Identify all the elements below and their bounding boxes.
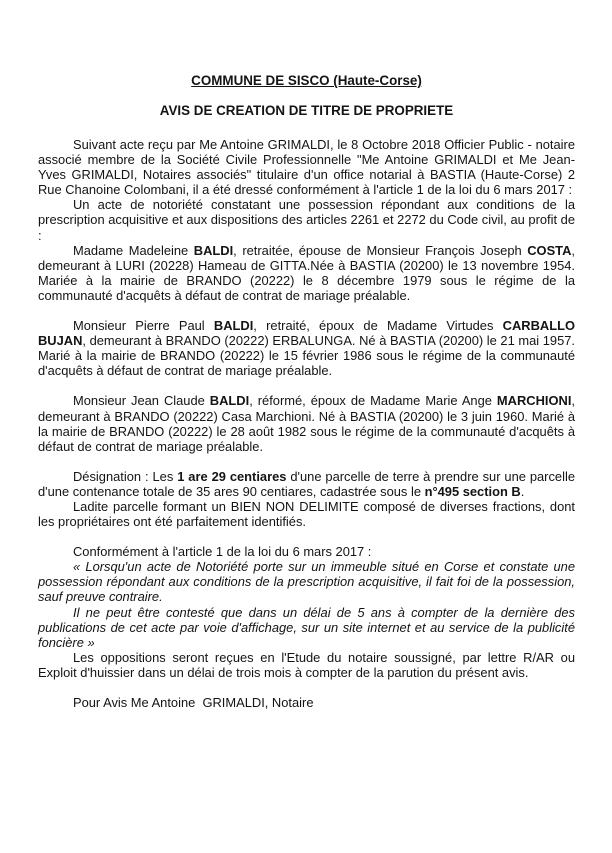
text-segment: BALDI [193, 242, 234, 258]
text-segment: BALDI [213, 318, 254, 334]
text-segment: « Lorsqu'un acte de Notoriété porte sur un immeuble situé en Corse et constate une possession répondant aux conditions de la prescription acquisitive, il fait foi de la possession, sauf preuve contraire. [38, 559, 575, 605]
para-acte-recu [38, 137, 575, 197]
para-signature [38, 695, 575, 710]
text-segment: Désignation : Les [73, 468, 178, 484]
text-segment: n°495 section B [424, 483, 521, 499]
document-title: COMMUNE DE SISCO (Haute-Corse) [191, 73, 422, 88]
para-designation [38, 469, 575, 499]
text-segment: , retraité, époux de Madame Virtudes [253, 318, 503, 334]
text-segment: . [520, 483, 525, 499]
text-segment: , demeurant à LURI (20228) Hameau de GITTA.Née à BASTIA (20200) le 13 novembre 1954. Mariée à la mairie de BRANDO (20222) le 8 décembre 1979 sous le régime de la communauté d'acquêts à défaut de contrat de mariage préalable. [38, 242, 576, 303]
text-segment: Un acte de notoriété constatant une possession répondant aux conditions de la prescription acquisitive et aux dispositions des articles 2261 et 2272 du Code civil, au profit de : [38, 197, 575, 243]
text-segment: COSTA [527, 242, 572, 258]
para-oppositions [38, 650, 575, 680]
text-segment: Les oppositions seront reçues en l'Etude du notaire soussigné, par lettre R/AR ou Exploit d'huissier dans un délai de trois mois à compter de la parution du présent avis. [38, 649, 575, 680]
text-segment: 1 are 29 centiares [177, 468, 287, 484]
para-citation-loi-2 [38, 605, 575, 650]
document-body [38, 137, 575, 710]
text-segment: Monsieur Jean Claude [73, 393, 210, 409]
para-bien-non-delimite [38, 499, 575, 529]
text-segment: Il ne peut être contesté que dans un délai de 5 ans à compter de la dernière des publications de cet acte par voie d'affichage, sur un site internet et au service de la publicité foncière » [38, 604, 575, 650]
text-segment: Monsieur Pierre Paul [73, 318, 214, 334]
para-beneficiaire-madeleine-baldi [38, 243, 575, 303]
para-citation-loi-1 [38, 559, 575, 604]
text-segment: , retraitée, épouse de Monsieur François Joseph [233, 242, 528, 258]
text-segment: , réformé, époux de Madame Marie Ange [249, 393, 497, 409]
document-subtitle: AVIS DE CREATION DE TITRE DE PROPRIETE [159, 103, 454, 118]
text-segment: CARBALLO BUJAN [38, 318, 575, 349]
para-conformement [38, 544, 575, 559]
text-segment: d'une parcelle de terre à prendre sur une parcelle d'une contenance totale de 35 ares 90 centiares, cadastrée sous le [38, 468, 575, 499]
para-beneficiaire-jean-claude-baldi [38, 393, 575, 453]
text-segment: Conformément à l'article 1 de la loi du 6 mars 2017 : [73, 544, 372, 560]
text-segment: Suivant acte reçu par Me Antoine GRIMALDI, le 8 Octobre 2018 Officier Public - notaire associé membre de la Société Civile Professionnelle "Me Antoine GRIMALDI et Me Jean-Yves GRIMALDI, Notaires associés" titulaire d'un office notarial à BASTIA (Haute-Corse) 2 Rue Chanoine Colombani, il a été dressé conformément à l'article 1 de la loi du 6 mars 2017 : [38, 137, 575, 198]
para-acte-notoriete [38, 197, 575, 242]
text-segment: MARCHIONI [496, 393, 572, 409]
text-segment: Ladite parcelle formant un BIEN NON DELIMITE composé de diverses fractions, dont les propriétaires ont été parfaitement identifiés. [38, 498, 575, 530]
text-segment: , demeurant à BRANDO (20222) ERBALUNGA. Né à BASTIA (20200) le 21 mai 1957. Marié à la mairie de BRANDO (20222) le 15 février 1986 sous le régime de la communauté d'acquêts à défaut de contrat de mariage préalable. [38, 333, 575, 379]
text-segment: Pour Avis Me Antoine GRIMALDI, Notaire [73, 695, 314, 710]
para-beneficiaire-pierre-paul-baldi [38, 318, 575, 378]
text-segment: BALDI [209, 393, 250, 409]
text-segment: Madame Madeleine [73, 242, 194, 258]
text-segment: , demeurant à BRANDO (20222) Casa Marchioni. Né à BASTIA (20200) le 3 juin 1960. Marié à la mairie de BRANDO (20222) le 28 août 1982 sous le régime de la communauté d'acquêts à défaut de contrat de mariage préalable. [38, 393, 575, 454]
